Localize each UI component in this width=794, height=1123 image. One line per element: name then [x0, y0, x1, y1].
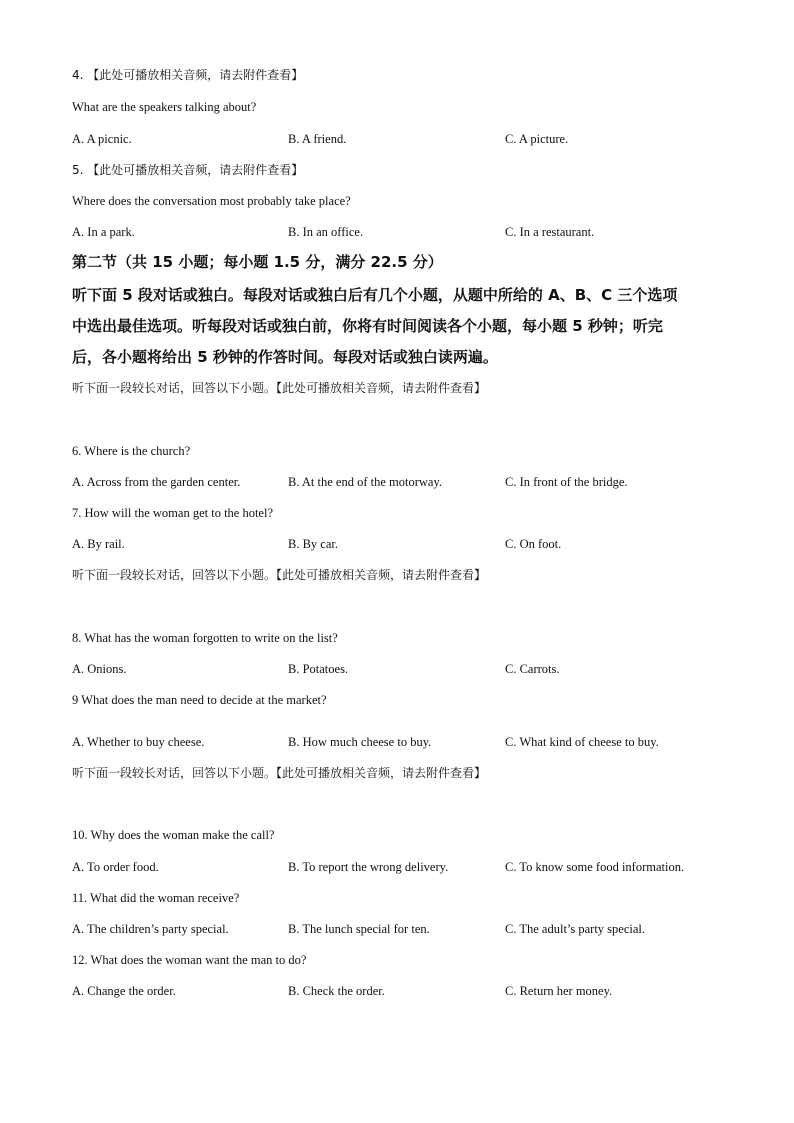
options-q10: [72, 858, 752, 876]
question-10: 10. Why does the woman make the call?: [72, 828, 275, 842]
options-q9: [72, 733, 752, 751]
question-9: 9 What does the man need to decide at the market?: [72, 693, 327, 707]
option-a: A. In a park.: [72, 225, 135, 239]
section-heading: 第二节（共 15 小题；每小题 1.5 分，满分 22.5 分）: [72, 253, 443, 271]
options-q11: [72, 920, 752, 938]
option-b: B. A friend.: [288, 132, 347, 146]
options-q4: [72, 130, 752, 148]
option-c: C. A picture.: [505, 132, 569, 146]
option-a: A. Whether to buy cheese.: [72, 735, 205, 749]
option-c: C. Return her money.: [505, 984, 613, 998]
option-a: A. To order food.: [72, 860, 159, 874]
question-7: 7. How will the woman get to the hotel?: [72, 506, 274, 520]
question-8: 8. What has the woman forgotten to write on the list?: [72, 631, 338, 645]
question-6: 6. Where is the church?: [72, 444, 191, 458]
dialogue-note: 听下面一段较长对话，回答以下小题。【此处可播放相关音频，请去附件查看】: [72, 381, 487, 395]
options-q12: [72, 982, 752, 1000]
option-a: A. Change the order.: [72, 984, 176, 998]
section-instructions: [72, 280, 732, 373]
audio-note-q4: 4. 【此处可播放相关音频，请去附件查看】: [72, 68, 304, 82]
option-b: B. At the end of the motorway.: [288, 475, 443, 489]
option-b: B. How much cheese to buy.: [288, 735, 432, 749]
option-b: B. Check the order.: [288, 984, 385, 998]
audio-note-q5: 5. 【此处可播放相关音频，请去附件查看】: [72, 163, 304, 177]
option-b: B. By car.: [288, 537, 338, 551]
option-c: C. What kind of cheese to buy.: [505, 735, 659, 749]
option-c: C. To know some food information.: [505, 860, 685, 874]
dialogue-note: 听下面一段较长对话，回答以下小题。【此处可播放相关音频，请去附件查看】: [72, 568, 487, 582]
dialogue-note: 听下面一段较长对话，回答以下小题。【此处可播放相关音频，请去附件查看】: [72, 766, 487, 780]
option-a: A. Across from the garden center.: [72, 475, 241, 489]
option-c: C. The adult’s party special.: [505, 922, 646, 936]
options-q5: [72, 223, 752, 241]
option-c: C. On foot.: [505, 537, 562, 551]
option-a: A. The children’s party special.: [72, 922, 229, 936]
options-q8: [72, 660, 752, 678]
option-b: B. Potatoes.: [288, 662, 349, 676]
option-b: B. The lunch special for ten.: [288, 922, 430, 936]
option-a: A. By rail.: [72, 537, 125, 551]
options-q6: [72, 473, 752, 491]
option-b: B. To report the wrong delivery.: [288, 860, 449, 874]
instruction-line: 听下面 5 段对话或独白。每段对话或独白后有几个小题，从题中所给的 A、B、C 三个选项: [72, 286, 678, 304]
option-b: B. In an office.: [288, 225, 364, 239]
instruction-line: 中选出最佳选项。听每段对话或独白前，你将有时间阅读各个小题，每小题 5 秒钟；听完: [72, 317, 663, 335]
option-c: C. In a restaurant.: [505, 225, 595, 239]
instruction-line: 后，各小题将给出 5 秒钟的作答时间。每段对话或独白读两遍。: [72, 348, 498, 366]
option-a: A. Onions.: [72, 662, 127, 676]
option-c: C. Carrots.: [505, 662, 560, 676]
option-a: A. A picnic.: [72, 132, 132, 146]
question-5: Where does the conversation most probably take place?: [72, 194, 351, 208]
options-q7: [72, 535, 752, 553]
question-12: 12. What does the woman want the man to do?: [72, 953, 307, 967]
question-11: 11. What did the woman receive?: [72, 891, 240, 905]
question-4: What are the speakers talking about?: [72, 100, 257, 114]
option-c: C. In front of the bridge.: [505, 475, 628, 489]
